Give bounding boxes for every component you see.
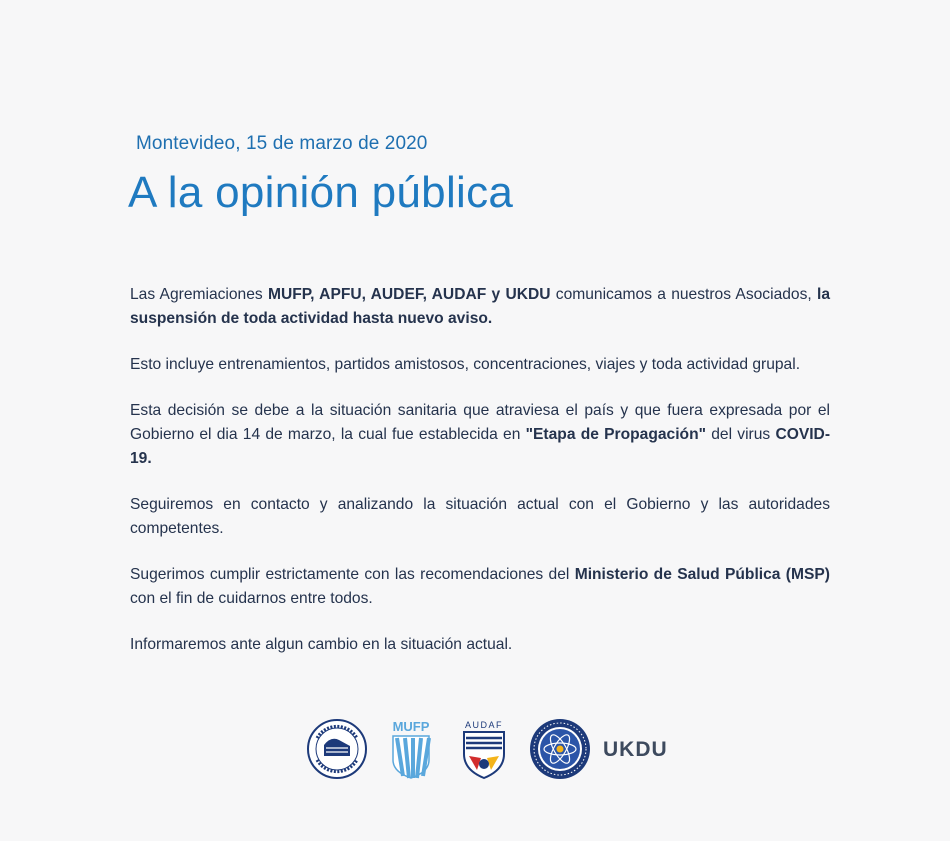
paragraph-3-text-a: Esta decisión se debe a la situación sanitaria que atraviesa el país y que fuera expresada por el Gobierno el dia 14 de marzo, la cual fue establecida en [130,402,830,443]
paragraph-3 [130,399,830,471]
page-title: A la opinión pública [128,168,514,217]
paragraph-3-text-c: del virus [706,426,776,443]
audaf-logo-text: AUDAF [464,720,504,730]
apfu-logo [305,718,369,780]
paragraph-1-suspension: la suspensión de toda actividad hasta nuevo aviso. [130,286,831,327]
paragraph-3-virus: COVID-19. [130,426,831,467]
paragraph-1 [130,283,830,331]
paragraph-1-text-c: comunicamos a nuestros Asociados, [550,286,817,303]
paragraph-6 [130,633,830,657]
date-line: Montevideo, 15 de marzo de 2020 [136,133,428,154]
mufp-logo-text: MUFP [392,719,430,734]
paragraph-2-text: Esto incluye entrenamientos, partidos amistosos, concentraciones, viajes y toda actividad grupal. [130,356,801,373]
paragraph-5-text-a: Sugerimos cumplir estrictamente con las recomendaciones del [130,566,575,583]
paragraph-2 [130,353,830,377]
paragraph-1-unions: MUFP, APFU, AUDEF, AUDAF y UKDU [267,286,551,303]
audef-logo [529,718,591,780]
paragraph-5 [130,563,830,611]
paragraph-4 [130,493,830,541]
logo-strip [305,718,668,780]
paragraph-6-text: Informaremos ante algun cambio en la situación actual. [130,636,513,653]
paragraph-4-text: Seguiremos en contacto y analizando la situación actual con el Gobierno y las autoridades competentes. [130,496,830,537]
audaf-logo [459,718,509,780]
paragraph-3-stage: "Etapa de Propagación" [525,426,706,443]
statement-body [130,283,830,679]
paragraph-5-ministry: Ministerio de Salud Pública (MSP) [574,566,830,583]
ukdu-logo: UKDU [603,738,668,761]
mufp-logo [387,718,435,780]
paragraph-1-text-a: Las Agremiaciones [130,286,268,303]
paragraph-5-text-c: con el fin de cuidarnos entre todos. [130,590,373,607]
